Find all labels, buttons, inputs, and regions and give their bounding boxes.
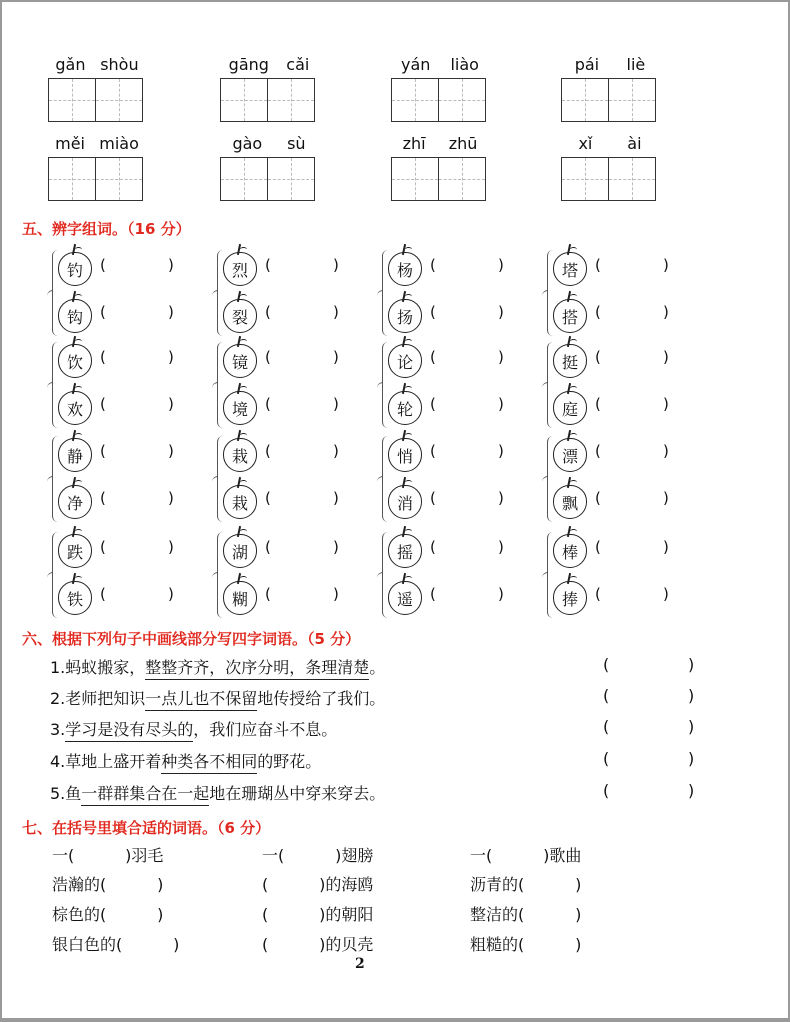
open-paren[interactable]: ( — [430, 442, 436, 460]
char-pair — [382, 338, 522, 430]
char-row — [223, 338, 358, 380]
close-paren[interactable]: ) — [663, 303, 669, 321]
apple-char: 消 — [388, 485, 422, 519]
writing-cell[interactable] — [95, 157, 143, 201]
sentence-post: ，我们应奋斗不息。 — [193, 720, 338, 739]
fill-item[interactable]: 浩瀚的( ) — [52, 875, 164, 894]
writing-boxes — [220, 78, 313, 122]
close-paren[interactable]: ) — [663, 395, 669, 413]
writing-cell[interactable] — [267, 78, 315, 122]
apple-char: 扬 — [388, 299, 422, 333]
underlined-phrase: 种类各不相同 — [161, 752, 257, 774]
open-paren[interactable]: ( — [595, 395, 601, 413]
apple-char: 庭 — [553, 391, 587, 425]
writing-cell[interactable] — [608, 157, 656, 201]
writing-cell[interactable] — [561, 157, 609, 201]
close-paren[interactable]: ) — [333, 395, 339, 413]
close-paren[interactable]: ) — [663, 442, 669, 460]
open-paren[interactable]: ( — [595, 489, 601, 507]
open-paren[interactable]: ( — [100, 256, 106, 274]
open-paren[interactable]: ( — [595, 256, 601, 274]
pinyin-label — [561, 134, 659, 153]
writing-cell[interactable] — [48, 78, 96, 122]
close-paren[interactable]: ) — [663, 585, 669, 603]
close-paren[interactable]: ) — [333, 303, 339, 321]
open-paren[interactable]: ( — [100, 303, 106, 321]
char-row — [58, 575, 193, 617]
answer-close-paren[interactable]: ) — [688, 717, 695, 736]
open-paren[interactable]: ( — [430, 538, 436, 556]
writing-cell[interactable] — [438, 78, 486, 122]
writing-cell[interactable] — [391, 78, 439, 122]
apple-char: 钩 — [58, 299, 92, 333]
sentence-post: 地传授给了我们。 — [257, 689, 386, 708]
open-paren[interactable]: ( — [265, 538, 271, 556]
close-paren[interactable]: ) — [333, 256, 339, 274]
fill-item[interactable]: 一( )歌曲 — [470, 846, 582, 865]
apple-char: 栽 — [223, 485, 257, 519]
char-row — [223, 575, 358, 617]
char-row — [223, 246, 358, 288]
sentence-post: 。 — [369, 658, 386, 677]
open-paren[interactable]: ( — [100, 395, 106, 413]
char-row — [553, 528, 688, 570]
fill-item[interactable]: 整洁的( ) — [470, 905, 582, 924]
apple-char: 饮 — [58, 344, 92, 378]
open-paren[interactable]: ( — [100, 538, 106, 556]
close-paren[interactable]: ) — [333, 585, 339, 603]
pinyin-syllable: pái — [574, 55, 600, 74]
char-pair — [217, 338, 357, 430]
char-pair — [52, 338, 192, 430]
open-paren[interactable]: ( — [595, 348, 601, 366]
writing-cell[interactable] — [95, 78, 143, 122]
char-row — [58, 479, 193, 521]
close-paren[interactable]: ) — [168, 538, 174, 556]
answer-close-paren[interactable]: ) — [688, 686, 695, 705]
char-row — [553, 293, 688, 335]
answer-open-paren[interactable]: ( — [603, 749, 610, 768]
pinyin-syllable: xǐ — [578, 134, 593, 153]
pinyin-syllable: shòu — [100, 55, 139, 74]
close-paren[interactable]: ) — [168, 256, 174, 274]
apple-char: 钓 — [58, 252, 92, 286]
underlined-phrase: 一点儿也不保留 — [145, 689, 257, 711]
fill-item[interactable]: 沥青的( ) — [470, 875, 582, 894]
writing-cell[interactable] — [48, 157, 96, 201]
writing-boxes — [220, 157, 313, 201]
writing-cell[interactable] — [438, 157, 486, 201]
apple-char: 轮 — [388, 391, 422, 425]
apple-char: 境 — [223, 391, 257, 425]
answer-open-paren[interactable]: ( — [603, 686, 610, 705]
char-row — [388, 432, 523, 474]
close-paren[interactable]: ) — [498, 585, 504, 603]
page-number: 2 — [355, 956, 365, 972]
char-row — [553, 246, 688, 288]
close-paren[interactable]: ) — [663, 256, 669, 274]
char-pair — [52, 246, 192, 338]
sentence — [50, 655, 385, 678]
apple-char: 塔 — [553, 252, 587, 286]
underlined-phrase: 一群群集合在一起 — [81, 784, 209, 806]
close-paren[interactable]: ) — [498, 348, 504, 366]
answer-close-paren[interactable]: ) — [688, 655, 695, 674]
fill-item[interactable]: ( )的贝壳 — [262, 935, 374, 954]
section5-title: 五、辨字组词。（16 分） — [22, 220, 191, 238]
fill-item[interactable]: ( )的朝阳 — [262, 905, 374, 924]
open-paren[interactable]: ( — [265, 489, 271, 507]
pinyin-syllable: měi — [55, 134, 85, 153]
char-row — [223, 293, 358, 335]
sentence-post: 地在珊瑚丛中穿来穿去。 — [209, 784, 386, 803]
pinyin-syllable: gāng — [228, 55, 269, 74]
open-paren[interactable]: ( — [100, 585, 106, 603]
fill-item[interactable]: 一( )羽毛 — [52, 846, 164, 865]
char-pair — [52, 432, 192, 524]
pinyin-label — [48, 134, 146, 153]
pinyin-label — [48, 55, 146, 74]
open-paren[interactable]: ( — [265, 585, 271, 603]
char-pair — [547, 432, 687, 524]
writing-cell[interactable] — [267, 157, 315, 201]
apple-char: 论 — [388, 344, 422, 378]
sentence — [50, 717, 337, 740]
apple-char: 欢 — [58, 391, 92, 425]
close-paren[interactable]: ) — [333, 489, 339, 507]
apple-char: 摇 — [388, 534, 422, 568]
pinyin-label — [220, 55, 318, 74]
fill-item[interactable]: 粗糙的( ) — [470, 935, 582, 954]
pinyin-syllable: gǎn — [55, 55, 86, 74]
open-paren[interactable]: ( — [430, 585, 436, 603]
apple-char: 遥 — [388, 581, 422, 615]
char-row — [388, 338, 523, 380]
fill-item[interactable]: 棕色的( ) — [52, 905, 164, 924]
char-row — [58, 338, 193, 380]
pinyin-label — [391, 134, 489, 153]
apple-char: 漂 — [553, 438, 587, 472]
open-paren[interactable]: ( — [265, 442, 271, 460]
char-pair — [217, 432, 357, 524]
fill-item[interactable]: ( )的海鸥 — [262, 875, 374, 894]
close-paren[interactable]: ) — [168, 442, 174, 460]
open-paren[interactable]: ( — [595, 538, 601, 556]
char-row — [553, 432, 688, 474]
close-paren[interactable]: ) — [498, 538, 504, 556]
section6-title: 六、根据下列句子中画线部分写四字词语。（5 分） — [22, 630, 361, 648]
pinyin-syllable: zhū — [448, 134, 478, 153]
sentence — [50, 749, 321, 772]
open-paren[interactable]: ( — [595, 303, 601, 321]
close-paren[interactable]: ) — [168, 489, 174, 507]
char-pair — [382, 246, 522, 338]
sentence-post: 的野花。 — [257, 752, 322, 771]
close-paren[interactable]: ) — [498, 489, 504, 507]
char-row — [388, 385, 523, 427]
close-paren[interactable]: ) — [333, 348, 339, 366]
apple-char: 糊 — [223, 581, 257, 615]
close-paren[interactable]: ) — [663, 538, 669, 556]
char-row — [58, 293, 193, 335]
open-paren[interactable]: ( — [265, 395, 271, 413]
writing-boxes — [48, 78, 141, 122]
char-row — [553, 338, 688, 380]
open-paren[interactable]: ( — [430, 256, 436, 274]
open-paren[interactable]: ( — [595, 442, 601, 460]
pinyin-syllable: liè — [626, 55, 646, 74]
apple-char: 静 — [58, 438, 92, 472]
char-row — [553, 385, 688, 427]
char-pair — [547, 246, 687, 338]
open-paren[interactable]: ( — [430, 303, 436, 321]
writing-boxes — [391, 78, 484, 122]
apple-char: 飘 — [553, 485, 587, 519]
pinyin-syllable: sù — [287, 134, 306, 153]
sentence-pre: 2.老师把知识 — [50, 689, 146, 708]
apple-char: 裂 — [223, 299, 257, 333]
pinyin-syllable: zhī — [402, 134, 426, 153]
apple-char: 挺 — [553, 344, 587, 378]
char-row — [388, 575, 523, 617]
close-paren[interactable]: ) — [168, 585, 174, 603]
pinyin-label — [220, 134, 318, 153]
section7-title: 七、在括号里填合适的词语。（6 分） — [22, 819, 271, 837]
writing-cell[interactable] — [220, 78, 268, 122]
open-paren[interactable]: ( — [100, 348, 106, 366]
char-row — [553, 479, 688, 521]
writing-cell[interactable] — [561, 78, 609, 122]
pinyin-syllable: ài — [627, 134, 642, 153]
char-row — [553, 575, 688, 617]
writing-cell[interactable] — [391, 157, 439, 201]
writing-boxes — [48, 157, 141, 201]
char-row — [388, 246, 523, 288]
apple-char: 杨 — [388, 252, 422, 286]
apple-char: 镜 — [223, 344, 257, 378]
char-row — [223, 528, 358, 570]
underlined-phrase: 整整齐齐，次序分明，条理清楚 — [145, 658, 369, 680]
char-pair — [382, 432, 522, 524]
close-paren[interactable]: ) — [168, 348, 174, 366]
open-paren[interactable]: ( — [265, 303, 271, 321]
apple-char: 烈 — [223, 252, 257, 286]
open-paren[interactable]: ( — [100, 489, 106, 507]
sentence-pre: 4.草地上盛开着 — [50, 752, 162, 771]
open-paren[interactable]: ( — [430, 348, 436, 366]
open-paren[interactable]: ( — [265, 256, 271, 274]
char-pair — [217, 528, 357, 620]
pinyin-syllable: miào — [99, 134, 139, 153]
close-paren[interactable]: ) — [498, 256, 504, 274]
close-paren[interactable]: ) — [168, 395, 174, 413]
pinyin-syllable: yán — [401, 55, 431, 74]
sentence — [50, 781, 385, 804]
close-paren[interactable]: ) — [498, 303, 504, 321]
char-row — [223, 385, 358, 427]
answer-open-paren[interactable]: ( — [603, 655, 610, 674]
sentence-pre: 1.蚂蚁搬家， — [50, 658, 146, 677]
open-paren[interactable]: ( — [100, 442, 106, 460]
apple-char: 栽 — [223, 438, 257, 472]
writing-cell[interactable] — [608, 78, 656, 122]
fill-item[interactable]: 一( )翅膀 — [262, 846, 374, 865]
close-paren[interactable]: ) — [168, 303, 174, 321]
apple-char: 棒 — [553, 534, 587, 568]
char-row — [223, 479, 358, 521]
answer-open-paren[interactable]: ( — [603, 717, 610, 736]
char-row — [223, 432, 358, 474]
pinyin-label — [391, 55, 489, 74]
close-paren[interactable]: ) — [663, 348, 669, 366]
char-pair — [52, 528, 192, 620]
close-paren[interactable]: ) — [498, 442, 504, 460]
char-pair — [547, 528, 687, 620]
apple-char: 净 — [58, 485, 92, 519]
char-row — [58, 528, 193, 570]
char-row — [388, 479, 523, 521]
pinyin-label — [561, 55, 659, 74]
answer-open-paren[interactable]: ( — [603, 781, 610, 800]
close-paren[interactable]: ) — [333, 442, 339, 460]
pinyin-syllable: cǎi — [286, 55, 310, 74]
answer-close-paren[interactable]: ) — [688, 781, 695, 800]
char-row — [58, 385, 193, 427]
char-row — [58, 432, 193, 474]
close-paren[interactable]: ) — [498, 395, 504, 413]
char-row — [388, 293, 523, 335]
close-paren[interactable]: ) — [333, 538, 339, 556]
char-pair — [217, 246, 357, 338]
apple-char: 跌 — [58, 534, 92, 568]
writing-boxes — [561, 78, 654, 122]
sentence-pre: 3. — [50, 720, 66, 739]
char-pair — [382, 528, 522, 620]
open-paren[interactable]: ( — [430, 489, 436, 507]
apple-char: 搭 — [553, 299, 587, 333]
sentence-pre: 5.鱼 — [50, 784, 82, 803]
apple-char: 湖 — [223, 534, 257, 568]
apple-char: 悄 — [388, 438, 422, 472]
answer-close-paren[interactable]: ) — [688, 749, 695, 768]
sentence — [50, 686, 385, 709]
char-pair — [547, 338, 687, 430]
underlined-phrase: 学习是没有尽头的 — [65, 720, 193, 742]
apple-char: 铁 — [58, 581, 92, 615]
pinyin-syllable: gào — [232, 134, 263, 153]
writing-boxes — [391, 157, 484, 201]
char-row — [388, 528, 523, 570]
writing-cell[interactable] — [220, 157, 268, 201]
pinyin-syllable: liào — [450, 55, 479, 74]
open-paren[interactable]: ( — [430, 395, 436, 413]
writing-boxes — [561, 157, 654, 201]
open-paren[interactable]: ( — [265, 348, 271, 366]
fill-item[interactable]: 银白色的( ) — [52, 935, 180, 954]
close-paren[interactable]: ) — [663, 489, 669, 507]
char-row — [58, 246, 193, 288]
open-paren[interactable]: ( — [595, 585, 601, 603]
apple-char: 捧 — [553, 581, 587, 615]
